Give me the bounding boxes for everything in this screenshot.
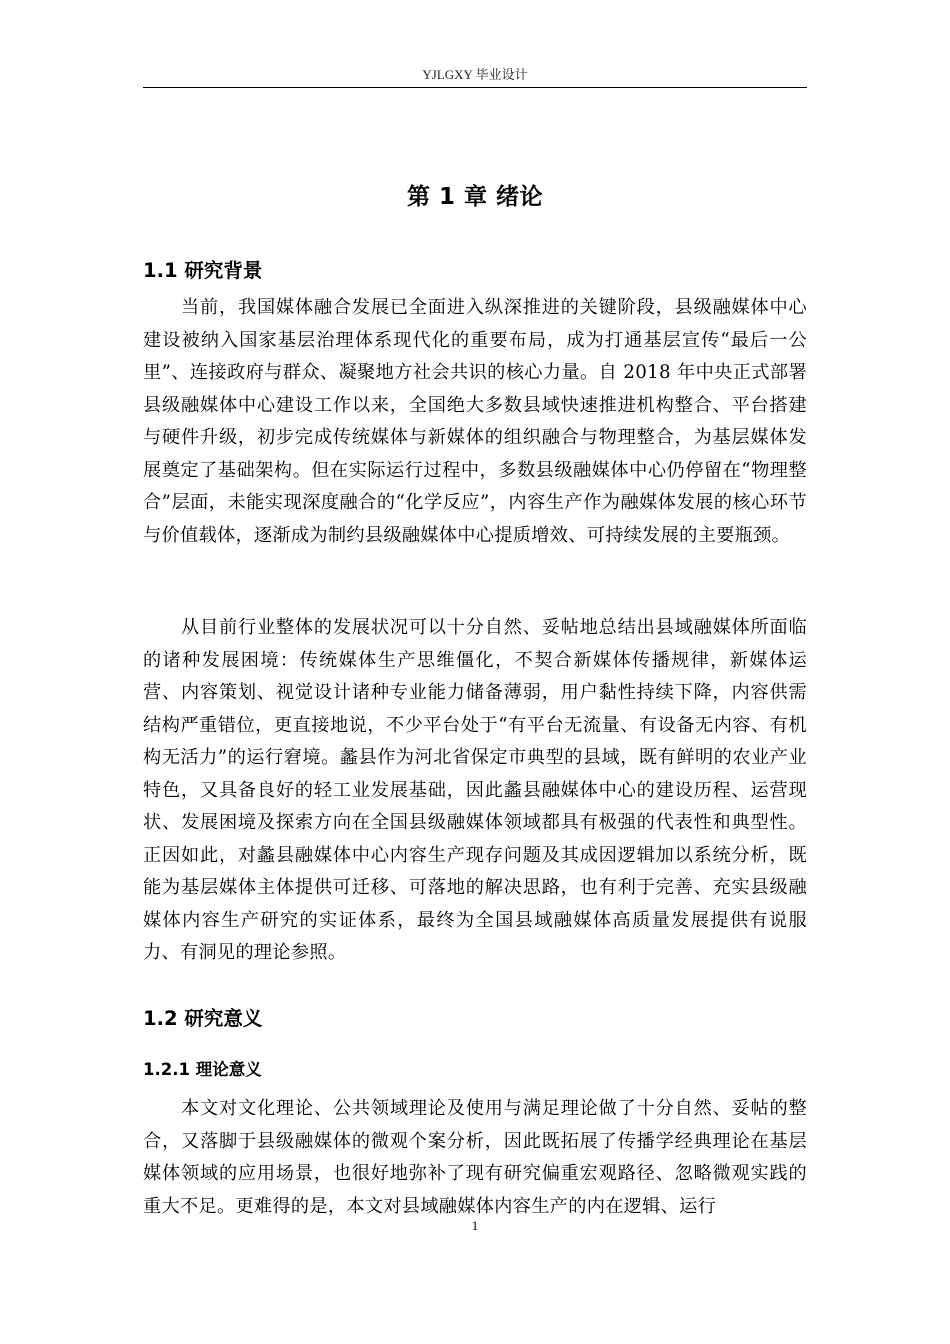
paragraph-background-1: 当前，我国媒体融合发展已全面进入纵深推进的关键阶段，县级融媒体中心建设被纳入国家基层治理体系现代化的重要布局，成为打通基层宣传“最后一公里”、连接政府与群众、凝聚地方社会共识的核心力量。自 2018 年中央正式部署县级融媒体中心建设工作以来，全国绝大多数县域快速推进机构整合、平台搭建与硬件升级，初步完成传统媒体与新媒体的组织融合与物理整合，为基层媒体发展奠定了基础架构。但在实际运行过程中，多数县级融媒体中心仍停留在“物理整合”层面，未能实现深度融合的“化学反应”，内容生产作为融媒体发展的核心环节与价值载体，逐渐成为制约县级融媒体中心提质增效、可持续发展的主要瓶颈。 xyxy=(143,297,807,546)
paragraph-background-2: 从目前行业整体的发展状况可以十分自然、妥帖地总结出县域融媒体所面临的诸种发展困境：传统媒体生产思维僵化，不契合新媒体传播规律，新媒体运营、内容策划、视觉设计诸种专业能力储备薄弱，用户黏性持续下降，内容供需结构严重错位，更直接地说，不少平台处于“有平台无流量、有设备无内容、有机构无活力”的运行窘境。蠡县作为河北省保定市典型的县域，既有鲜明的农业产业特色，又具备良好的轻工业发展基础，因此蠡县融媒体中心的建设历程、运营现状、发展困境及探索方向在全国县级融媒体领域都具有极强的代表性和典型性。正因如此，对蠡县融媒体中心内容生产现存问题及其成因逻辑加以系统分析，既能为基层媒体主体提供可迁移、可落地的解决思路，也有利于完善、充实县级融媒体内容生产研究的实证体系，最终为全国县域融媒体高质量发展提供有说服力、有洞见的理论参照。 xyxy=(143,617,807,963)
header-divider xyxy=(143,87,807,88)
chapter-title: 第 1 章 绪论 xyxy=(406,184,544,210)
paragraph-theory: 本文对文化理论、公共领域理论及使用与满足理论做了十分自然、妥帖的整合，又落脚于县级融媒体的微观个案分析，因此既拓展了传播学经典理论在基层媒体领域的应用场景，也很好地弥补了现有研究偏重宏观路径、忽略微观实践的重大不足。更难得的是，本文对县域融媒体内容生产的内在逻辑、运行 xyxy=(143,1098,807,1217)
page-number: 1 xyxy=(471,1218,479,1233)
page-header: YJLGXY 毕业设计 xyxy=(422,67,528,82)
section-heading-significance: 1.2 研究意义 xyxy=(143,1007,263,1030)
subsection-heading-theory: 1.2.1 理论意义 xyxy=(143,1060,262,1079)
section-heading-background: 1.1 研究背景 xyxy=(143,259,263,282)
